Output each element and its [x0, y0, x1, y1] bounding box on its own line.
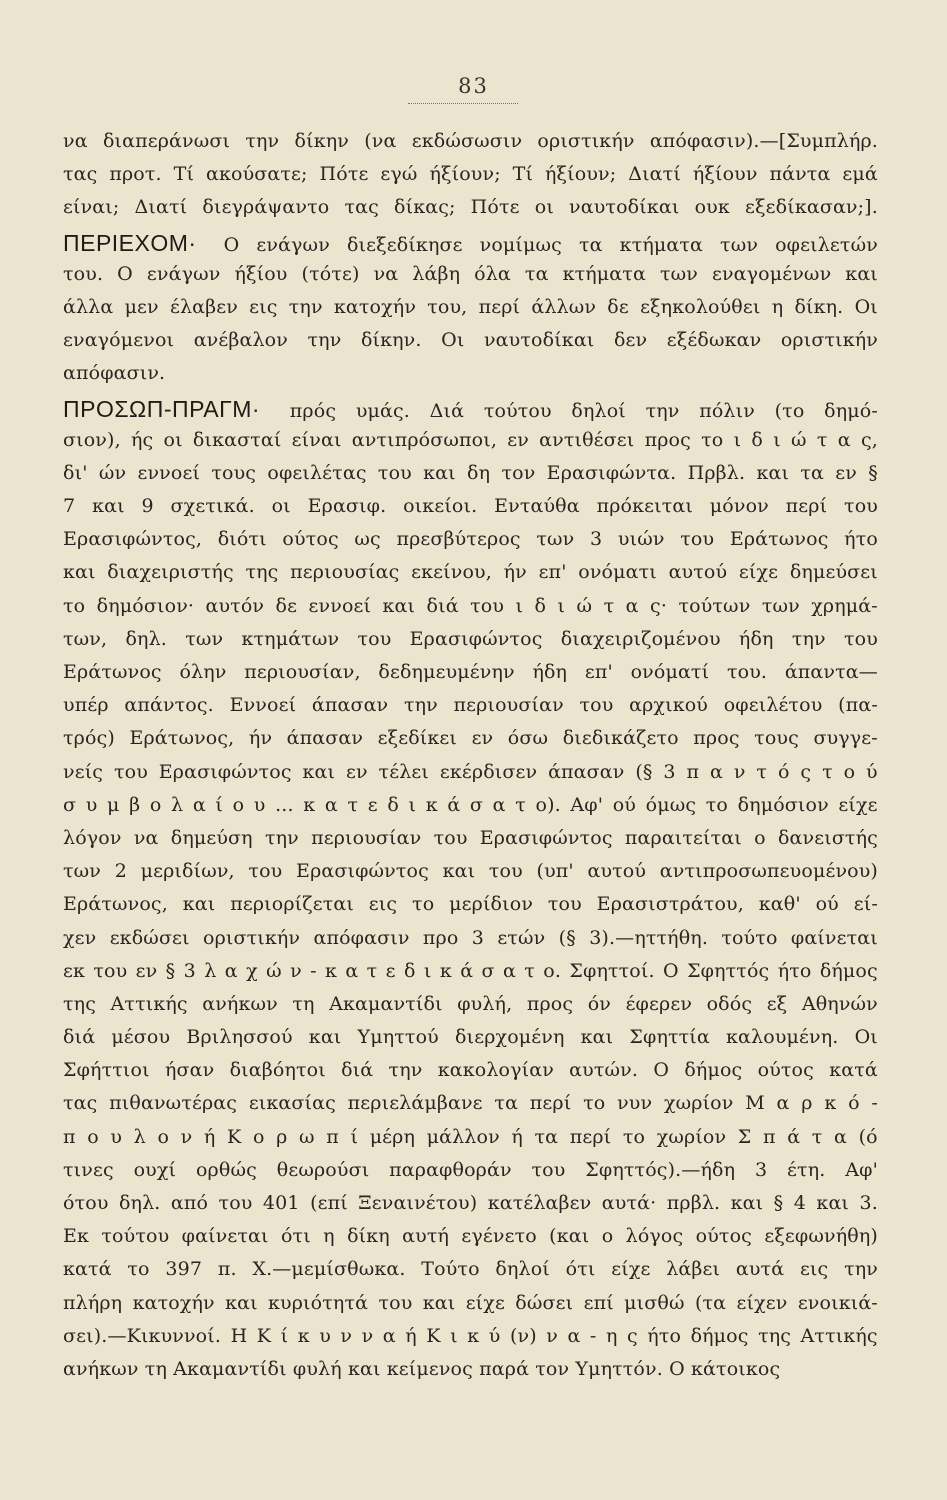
text-line: χεν εκδώσει οριστικήν απόφασιν προ 3 ετών (§ 3).—ηττήθη. τούτο φαίνεται	[63, 926, 878, 949]
text-line: εναγόμενοι ανέβαλον την δίκην. Οι ναυτοδίκαι δεν εξέδωκαν οριστικήν	[63, 329, 878, 352]
text-line: ανήκων τη Ακαμαντίδι φυλή και κείμενος παρά τον Υμηττόν. Ο κάτοικος	[63, 1357, 781, 1380]
text-line: το δημόσιον· αυτόν δε εννοεί και διά του ι δ ι ώ τ α ς· τούτων των χρημά-	[63, 594, 878, 617]
section-heading: ΠΕΡΙΕΧΟΜ·	[63, 229, 197, 256]
text-line: των 2 μεριδίων, του Ερασιφώντος και του (υπ' αυτού αντιπροσωπευομένου)	[63, 860, 878, 883]
text-line: του. Ο ενάγων ήξίου (τότε) να λάβη όλα τα κτήματα των εναγομένων και	[63, 262, 878, 285]
text-line: ΠΕΡΙΕΧΟΜ· Ο ενάγων διεξεδίκησε νομίμως τα κτήματα των οφειλετών	[63, 229, 878, 256]
text-line: Σφήττιοι ήσαν διαβόητοι διά την κακολογίαν αυτών. Ο δήμος ούτος κατά	[63, 1059, 878, 1082]
text-line: Ερασιφώντος, διότι ούτος ως πρεσβύτερος των 3 υιών του Εράτωνος ήτο	[63, 528, 878, 551]
text-line: Εκ τούτου φαίνεται ότι η δίκη αυτή εγένετο (και ο λόγος ούτος εξεφωνήθη)	[63, 1225, 878, 1248]
text-line: λόγον να δημεύση την περιουσίαν του Ερασιφώντος παραιτείται ο δανειστής	[63, 826, 878, 849]
text-line: π ο υ λ ο ν ή Κ ο ρ ω π ί μέρη μάλλον ή τα περί το χωρίον Σ π ά τ α (ό	[63, 1125, 878, 1148]
text-line: ΠΡΟΣΩΠ-ΠΡΑΓΜ· πρός υμάς. Διά τούτου δηλοί την πόλιν (το δημό-	[63, 395, 878, 422]
text-line: να διαπεράνωσι την δίκην (να εκδώσωσιν οριστικήν απόφασιν).—[Συμπλήρ.	[63, 130, 878, 152]
section-heading: ΠΡΟΣΩΠ-ΠΡΑΓΜ·	[63, 395, 261, 422]
text-line: εκ του εν § 3 λ α χ ώ ν - κ α τ ε δ ι κ ά σ α τ ο. Σφηττοί. Ο Σφηττός ήτο δήμος	[63, 959, 878, 982]
text-line: σ υ μ β ο λ α ί ο υ ... κ α τ ε δ ι κ ά σ α τ ο). Αφ' ού όμως το δημόσιον είχε	[63, 793, 878, 816]
body-text	[63, 130, 878, 1391]
text-line: της Αττικής ανήκων τη Ακαμαντίδι φυλή, προς όν έφερεν οδός εξ Αθηνών	[63, 992, 878, 1015]
page-number-rule	[408, 103, 518, 104]
text-line: των, δηλ. των κτημάτων του Ερασιφώντος διαχειριζομένου ήδη την του	[63, 627, 878, 650]
text-line: υπέρ απάντος. Εννοεί άπασαν την περιουσίαν του αρχικού οφειλέτου (πα-	[63, 694, 878, 717]
text-line: νείς του Ερασιφώντος και εν τέλει εκέρδισεν άπασαν (§ 3 π α ν τ ό ς τ ο ύ	[63, 760, 878, 783]
text-line: Εράτωνος όλην περιουσίαν, δεδημευμένην ήδη επ' ονόματί του. άπαντα—	[63, 661, 878, 683]
text-line: διά μέσου Βριλησσού και Υμηττού διερχομένη και Σφηττία καλουμένη. Οι	[63, 1026, 878, 1049]
text-line: Εράτωνος, και περιορίζεται εις το μερίδιον του Ερασιστράτου, καθ' ού εί-	[63, 893, 878, 916]
page-number: 83	[458, 74, 489, 98]
text-line: σει).—Κικυννοί. Η Κ ί κ υ ν ν α ή Κ ι κ ύ (ν) ν α - η ς ήτο δήμος της Αττικής	[63, 1324, 878, 1347]
text-line: κατά το 397 π. Χ.—μεμίσθωκα. Τούτο δηλοί ότι είχε λάβει αυτά εις την	[63, 1258, 878, 1281]
text-line: 7 και 9 σχετικά. οι Ερασιφ. οικείοι. Ενταύθα πρόκειται μόνον περί του	[63, 495, 878, 518]
text-line: ότου δηλ. από του 401 (επί Ξεναινέτου) κατέλαβεν αυτά· πρβλ. και § 4 και 3.	[63, 1192, 878, 1214]
text-line: και διαχειριστής της περιουσίας εκείνου, ήν επ' ονόματι αυτού είχε δημεύσει	[63, 561, 878, 584]
text-line: είναι; Διατί διεγράψαντο τας δίκας; Πότε οι ναυτοδίκαι ουκ εξεδίκασαν;].	[63, 196, 878, 219]
text-line: άλλα μεν έλαβεν εις την κατοχήν του, περί άλλων δε εξηκολούθει η δίκη. Οι	[63, 295, 878, 318]
text-line: τας προτ. Τί ακούσατε; Πότε εγώ ήξίουν; Τί ήξίουν; Διατί ήξίουν πάντα εμά	[63, 163, 878, 186]
text-line: τινες ουχί ορθώς θεωρούσι παραφθοράν του Σφηττός).—ήδη 3 έτη. Αφ'	[63, 1158, 878, 1181]
text-line: δι' ών εννοεί τους οφειλέτας του και δη τον Ερασιφώντα. Πρβλ. και τα εν §	[63, 461, 878, 484]
text-line: τας πιθανωτέρας εικασίας περιελάμβανε τα περί το νυν χωρίον Μ α ρ κ ό -	[63, 1092, 878, 1115]
text-line: πλήρη κατοχήν και κυριότητά του και είχε δώσει επί μισθώ (τα είχεν ενοικιά-	[63, 1291, 878, 1314]
text-line: απόφασιν.	[63, 362, 166, 385]
text-line: σιον), ής οι δικασταί είναι αντιπρόσωποι, εν αντιθέσει προς το ι δ ι ώ τ α ς,	[63, 428, 878, 451]
text-line: τρός) Εράτωνος, ήν άπασαν εξεδίκει εν όσω διεδικάζετο προς τους συγγε-	[63, 727, 878, 750]
